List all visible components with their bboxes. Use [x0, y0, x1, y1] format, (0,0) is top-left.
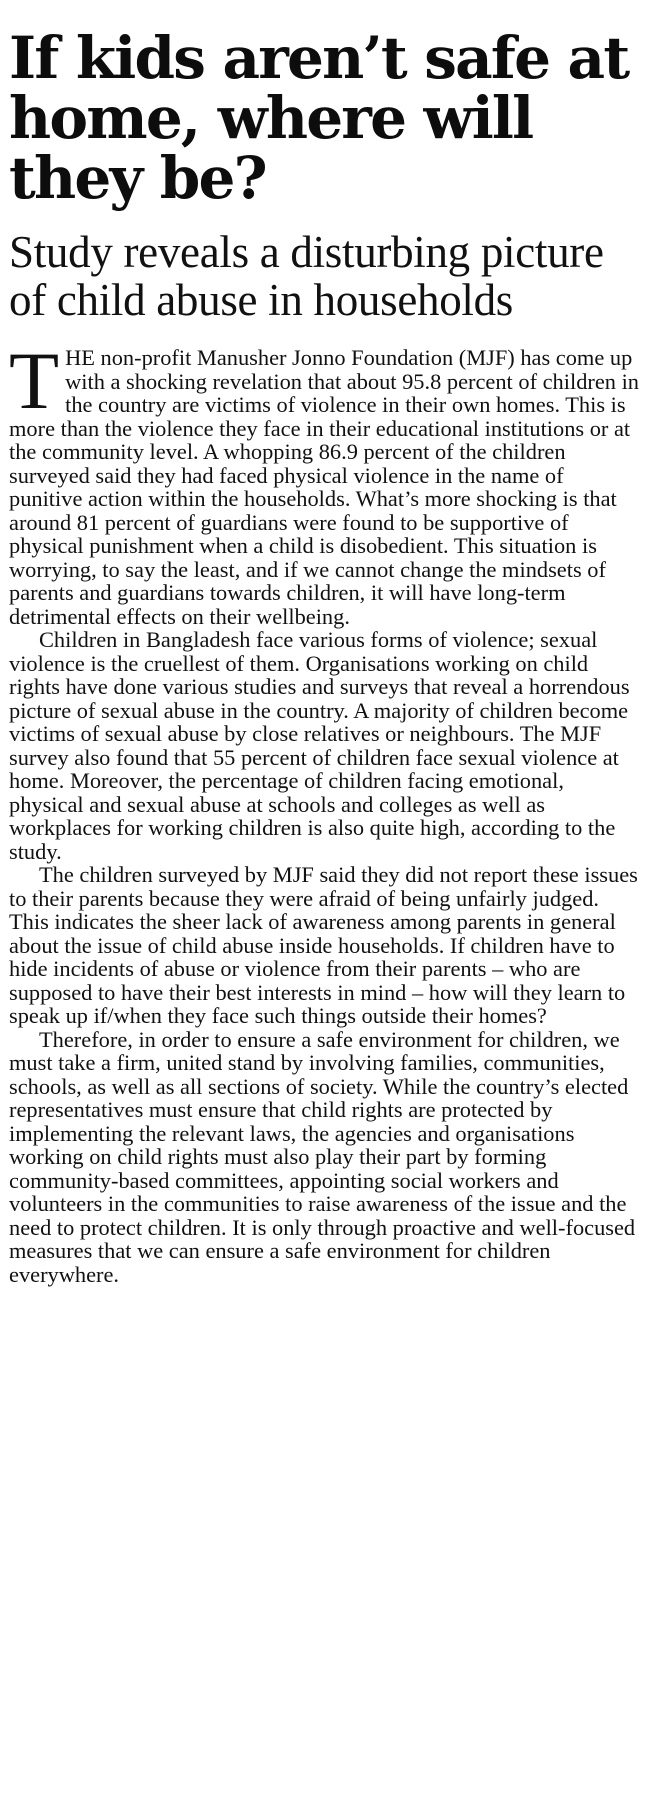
paragraph-4: Therefore, in order to ensure a safe environment for children, we must take a firm, united stand by involving families, communities, schools, as well as all sections of society. While the country’s elected representatives must ensure that child rights are protected by implementing the relevant laws, the agencies and organisations working on child rights must also play their part by forming community-based committees, appointing social workers and volunteers in the communities to raise awareness of the issue and the need to protect children. It is only through proactive and well-focused measures that we can ensure a safe environment for children everywhere. [9, 1026, 636, 1287]
subheadline: Study reveals a disturbing picture of child abuse in households [9, 227, 604, 325]
article-body [9, 335, 641, 1287]
headline: If kids aren’t safe at home, where will they be? [9, 24, 629, 212]
drop-cap: T [9, 335, 60, 426]
paragraph-3: The children surveyed by MJF said they did not report these issues to their parents because they were afraid of being unfairly judged. This indicates the sheer lack of awareness among parents in general about the issue of child abuse inside households. If children have to hide incidents of abuse or violence from their parents – who are supposed to have their best interests in mind – how will they learn to speak up if/when they face such things outside their homes? [9, 862, 638, 1028]
paragraph-2: Children in Bangladesh face various forms of violence; sexual violence is the cruellest of them. Organisations working on child rights have done various studies and surveys that reveal a horrendous picture of sexual abuse in the country. A majority of children become victims of sexual abuse by close relatives or neighbours. The MJF survey also found that 55 percent of children face sexual violence at home. Moreover, the percentage of children facing emotional, physical and sexual abuse at schools and colleges as well as workplaces for working children is also quite high, according to the study. [9, 627, 630, 864]
paragraph-1-text: HE non-profit Manusher Jonno Foundation (MJF) has come up with a shocking revelation that about 95.8 percent of children in the country are victims of violence in their own homes. This is more than the violence they face in their educational institutions or at the community level. A whopping 86.9 percent of the children surveyed said they had faced physical violence in the name of punitive action within the households. What’s more shocking is that around 81 percent of guardians were found to be supportive of physical punishment when a child is disobedient. This situation is worrying, to say the least, and if we cannot change the mindsets of parents and guardians towards children, it will have long-term detrimental effects on their wellbeing. [9, 345, 639, 629]
paragraph-1 [9, 335, 641, 629]
